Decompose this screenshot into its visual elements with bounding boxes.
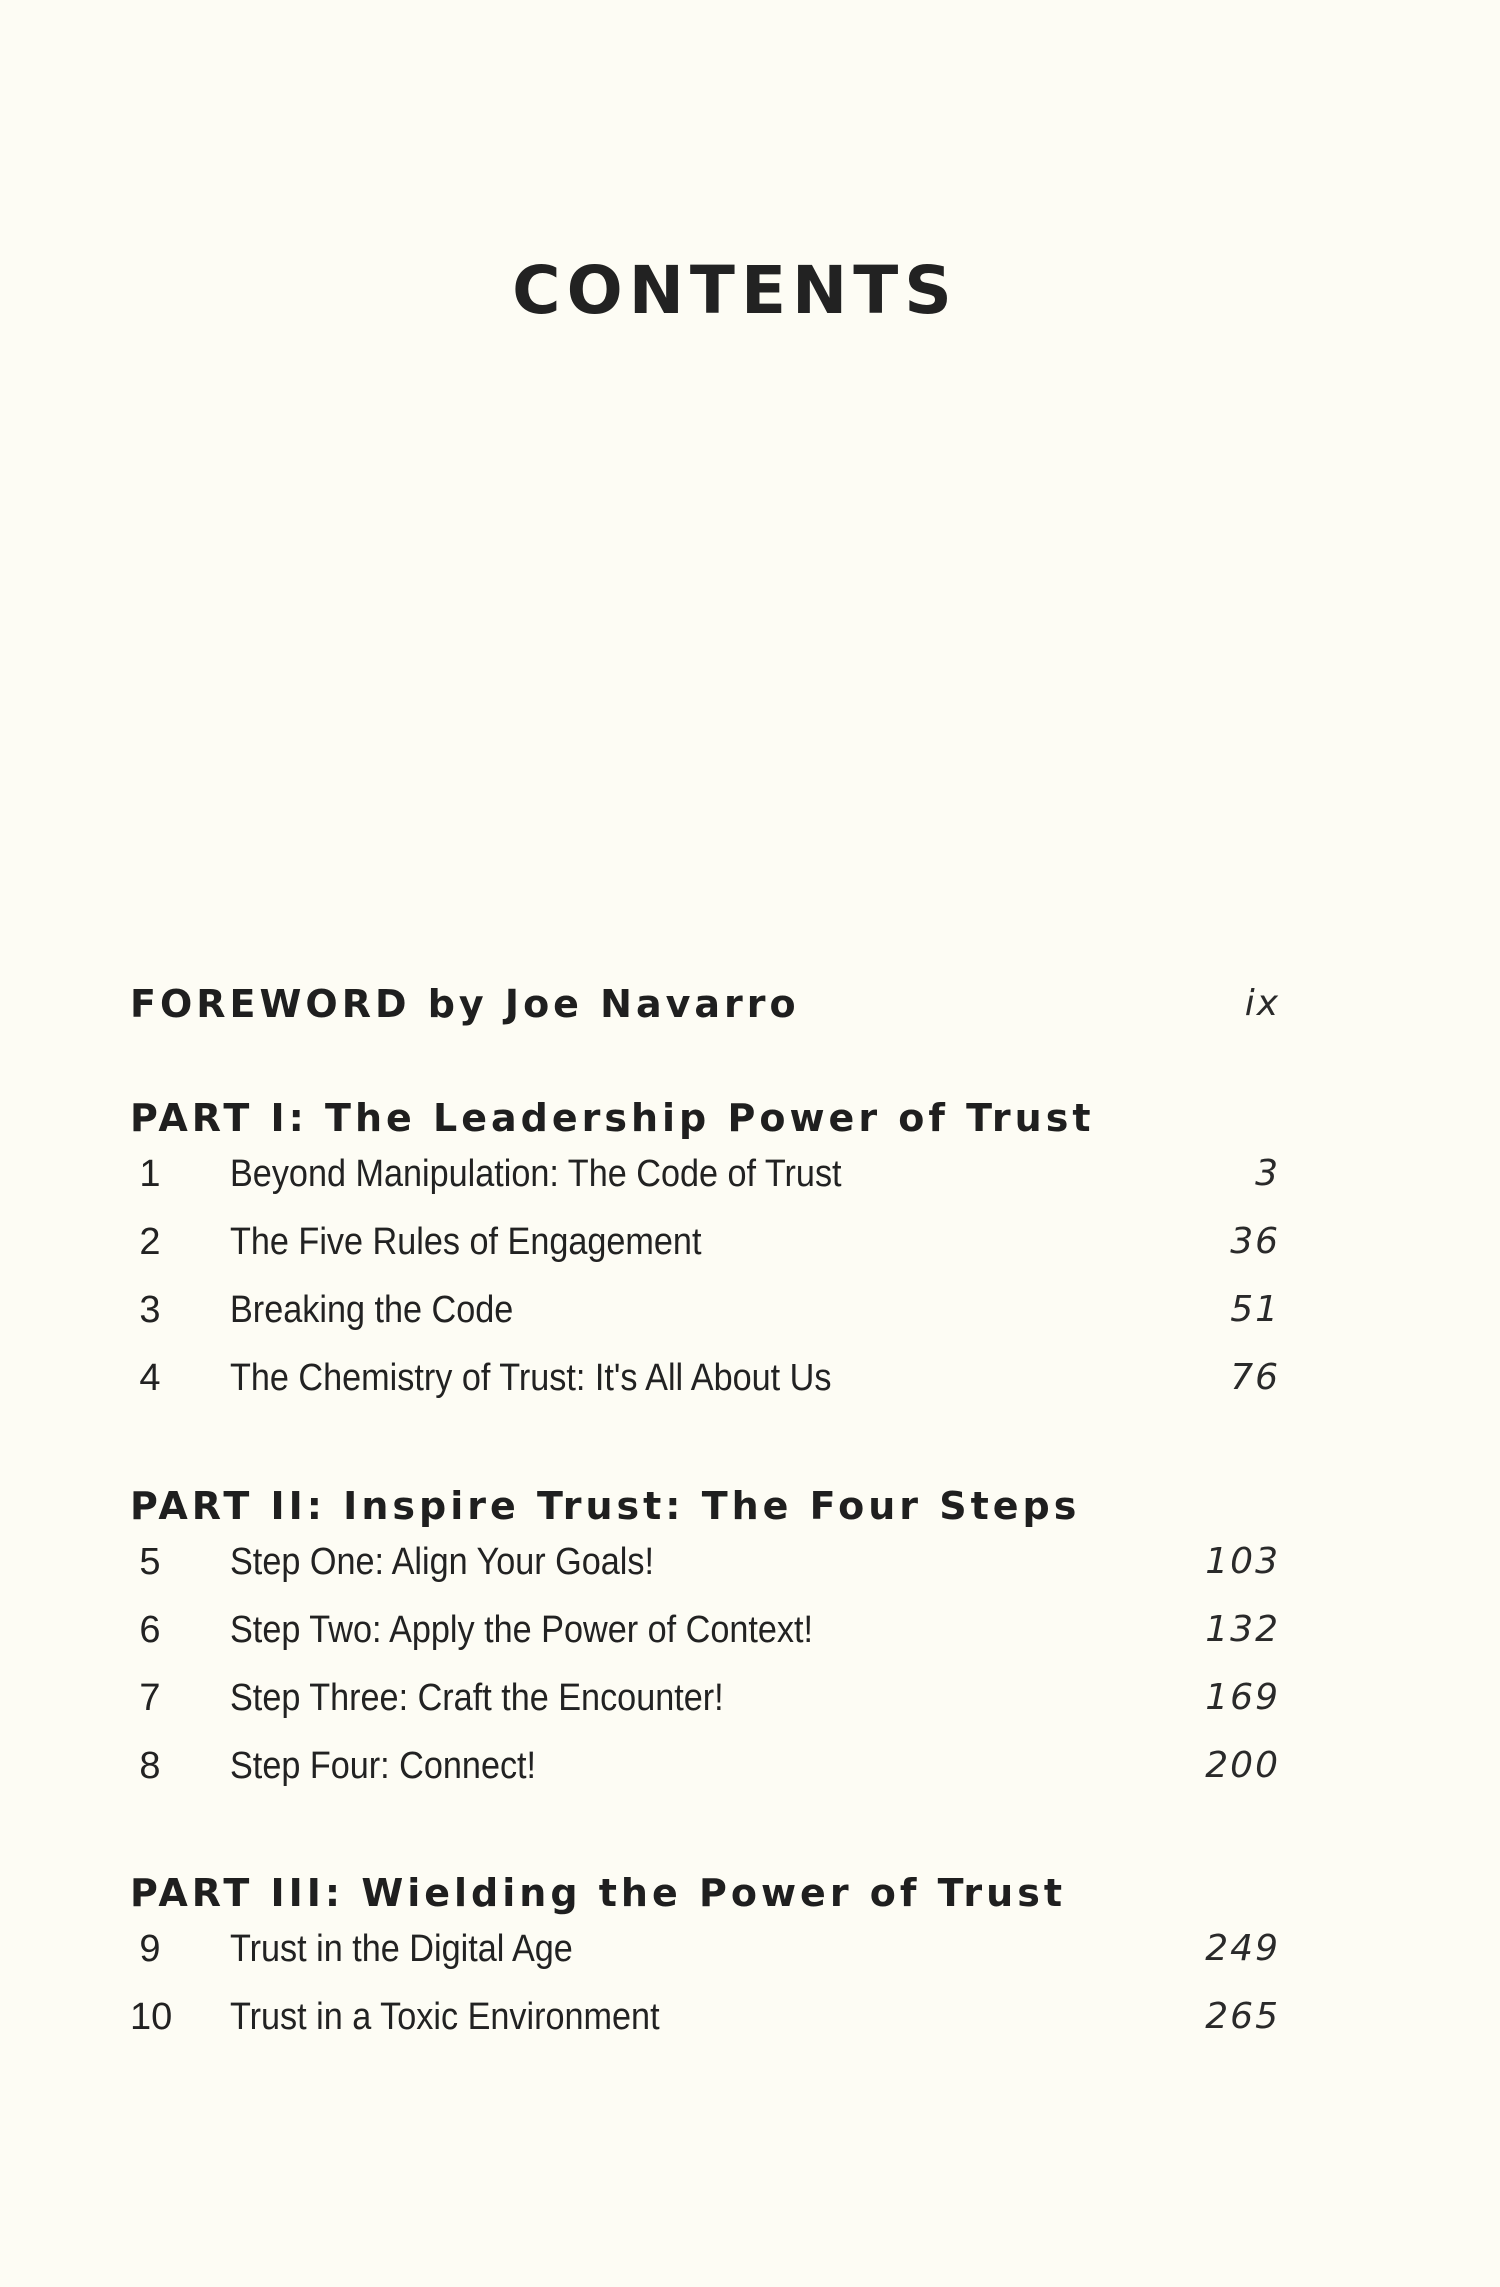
part-heading [130,1096,1280,1140]
part-2 [130,1484,1280,1800]
chapter-row [130,1276,1280,1344]
chapter-title: The Chemistry of Trust: It's All About Us [230,1357,832,1399]
chapter-page-number: 36 [1230,1221,1280,1262]
chapter-row [130,1208,1280,1276]
chapter-number: 9 [139,1928,161,1970]
part-heading-text: PART II: Inspire Trust: The Four Steps [130,1484,1081,1528]
chapter-number: 6 [139,1609,161,1651]
chapter-page-number: 200 [1205,1745,1280,1786]
foreword-page-number: ix [1244,983,1280,1024]
chapter-row [130,1596,1280,1664]
chapter-page-number: 103 [1205,1541,1280,1582]
chapter-title: Step One: Align Your Goals! [230,1541,654,1583]
chapter-row [130,1983,1280,2051]
chapter-number: 2 [139,1221,161,1263]
foreword-entry [130,982,1280,1026]
chapter-title: Step Four: Connect! [230,1745,537,1787]
chapter-title: Trust in a Toxic Environment [230,1996,660,2038]
part-3 [130,1871,1280,2051]
chapter-row [130,1528,1280,1596]
chapter-title: Trust in the Digital Age [230,1928,573,1970]
chapter-row [130,1915,1280,1983]
chapter-number: 3 [139,1289,161,1331]
part-heading-text: PART I: The Leadership Power of Trust [130,1096,1095,1140]
chapter-page-number: 51 [1230,1289,1280,1330]
part-heading [130,1484,1280,1528]
part-heading-text: PART III: Wielding the Power of Trust [130,1871,1066,1915]
page-title: CONTENTS [512,252,958,329]
chapter-title: Step Two: Apply the Power of Context! [230,1609,814,1651]
chapter-title: Breaking the Code [230,1289,514,1331]
chapter-page-number: 169 [1205,1677,1280,1718]
chapter-title: Step Three: Craft the Encounter! [230,1677,724,1719]
chapter-row [130,1664,1280,1732]
chapter-row [130,1140,1280,1208]
chapter-number: 7 [139,1677,161,1719]
foreword-label: FOREWORD by Joe Navarro [130,982,800,1026]
chapter-row [130,1732,1280,1800]
chapter-number: 4 [139,1357,161,1399]
chapter-page-number: 249 [1205,1928,1280,1969]
chapter-number: 10 [130,1996,173,2038]
chapter-number: 5 [139,1541,161,1583]
chapter-page-number: 265 [1205,1996,1280,2037]
part-1 [130,1096,1280,1412]
chapter-page-number: 76 [1230,1357,1280,1398]
chapter-number: 1 [139,1153,161,1195]
chapter-title: Beyond Manipulation: The Code of Trust [230,1153,842,1195]
chapter-row [130,1344,1280,1412]
part-heading [130,1871,1280,1915]
chapter-title: The Five Rules of Engagement [230,1221,702,1263]
chapter-page-number: 132 [1205,1609,1280,1650]
chapter-page-number: 3 [1255,1153,1280,1194]
chapter-number: 8 [139,1745,161,1787]
